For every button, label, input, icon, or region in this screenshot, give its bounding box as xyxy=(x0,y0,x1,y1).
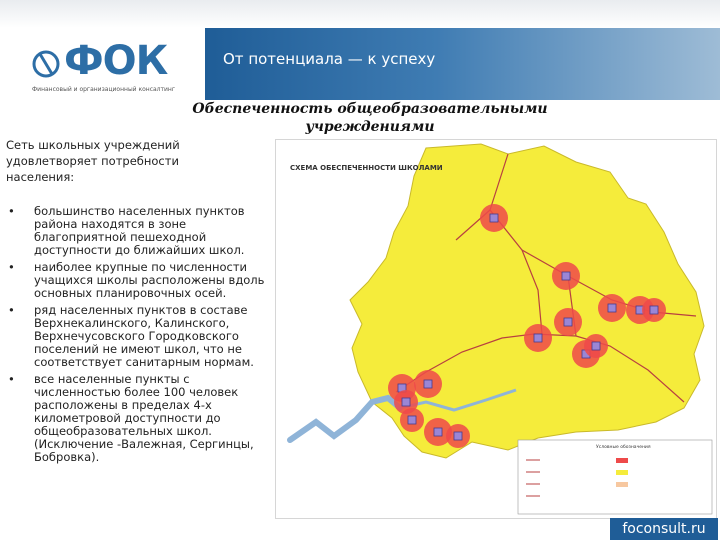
legend-title: Условные обозначения xyxy=(596,445,651,450)
bullet-text: ряд населенных пунктов в составе Верхнекалинского, Калинского, Верхнечусовского Городковского поселений не имеют школ, что не соответствует санитарным нормам. xyxy=(34,303,254,369)
bullet-marker: • xyxy=(8,372,15,386)
slide-header xyxy=(0,28,720,100)
school-icon xyxy=(434,428,442,436)
bullet-item xyxy=(6,261,276,300)
legend-swatch-zone xyxy=(616,458,628,463)
school-icon xyxy=(454,432,462,440)
bullet-text: все населенные пункты с численностью более 100 человек расположены в пределах 4-х километровой доступности до общеобразовательных школ. (Исключение -Валежная, Сергинцы, Бобровка). xyxy=(34,372,254,464)
legend-swatch-region xyxy=(616,470,628,475)
bullet-item xyxy=(6,373,276,464)
slide-title: Обеспеченность общеобразовательными учреждениями xyxy=(192,101,548,135)
bullet-item xyxy=(6,304,276,369)
bullet-marker: • xyxy=(8,260,15,274)
school-icon xyxy=(562,272,570,280)
map-canvas xyxy=(276,140,716,518)
map-legend xyxy=(518,440,712,514)
intro-text: Сеть школьных учреждений удовлетворяет потребности населения: xyxy=(6,138,180,184)
logo-area xyxy=(0,28,205,100)
top-strip xyxy=(0,0,720,28)
school-icon xyxy=(608,304,616,312)
logo-subtitle: Финансовый и организационный консалтинг xyxy=(32,86,175,93)
logo-text: ФОК xyxy=(64,38,168,84)
school-icon xyxy=(564,318,572,326)
school-icon xyxy=(650,306,658,314)
bullet-marker: • xyxy=(8,303,15,317)
bullet-text: наиболее крупные по численности учащихся школы расположены вдоль основных планировочных осей. xyxy=(34,260,265,300)
legend-swatch-other xyxy=(616,482,628,487)
bullet-list xyxy=(6,205,276,468)
tagline-banner xyxy=(205,28,720,100)
bullet-item xyxy=(6,205,276,257)
school-icon xyxy=(424,380,432,388)
bullet-marker: • xyxy=(8,204,15,218)
school-icon xyxy=(402,398,410,406)
footer-brand: foconsult.ru xyxy=(610,518,718,540)
school-icon xyxy=(408,416,416,424)
map-caption: СХЕМА ОБЕСПЕЧЕННОСТИ ШКОЛАМИ xyxy=(290,164,443,172)
school-icon xyxy=(592,342,600,350)
school-coverage-map xyxy=(275,139,717,519)
school-icon xyxy=(534,334,542,342)
bullet-text: большинство населенных пунктов района находятся в зоне благоприятной пешеходной доступности до ближайших школ. xyxy=(34,204,245,257)
tagline: От потенциала — к успеху xyxy=(223,50,436,68)
school-icon xyxy=(490,214,498,222)
